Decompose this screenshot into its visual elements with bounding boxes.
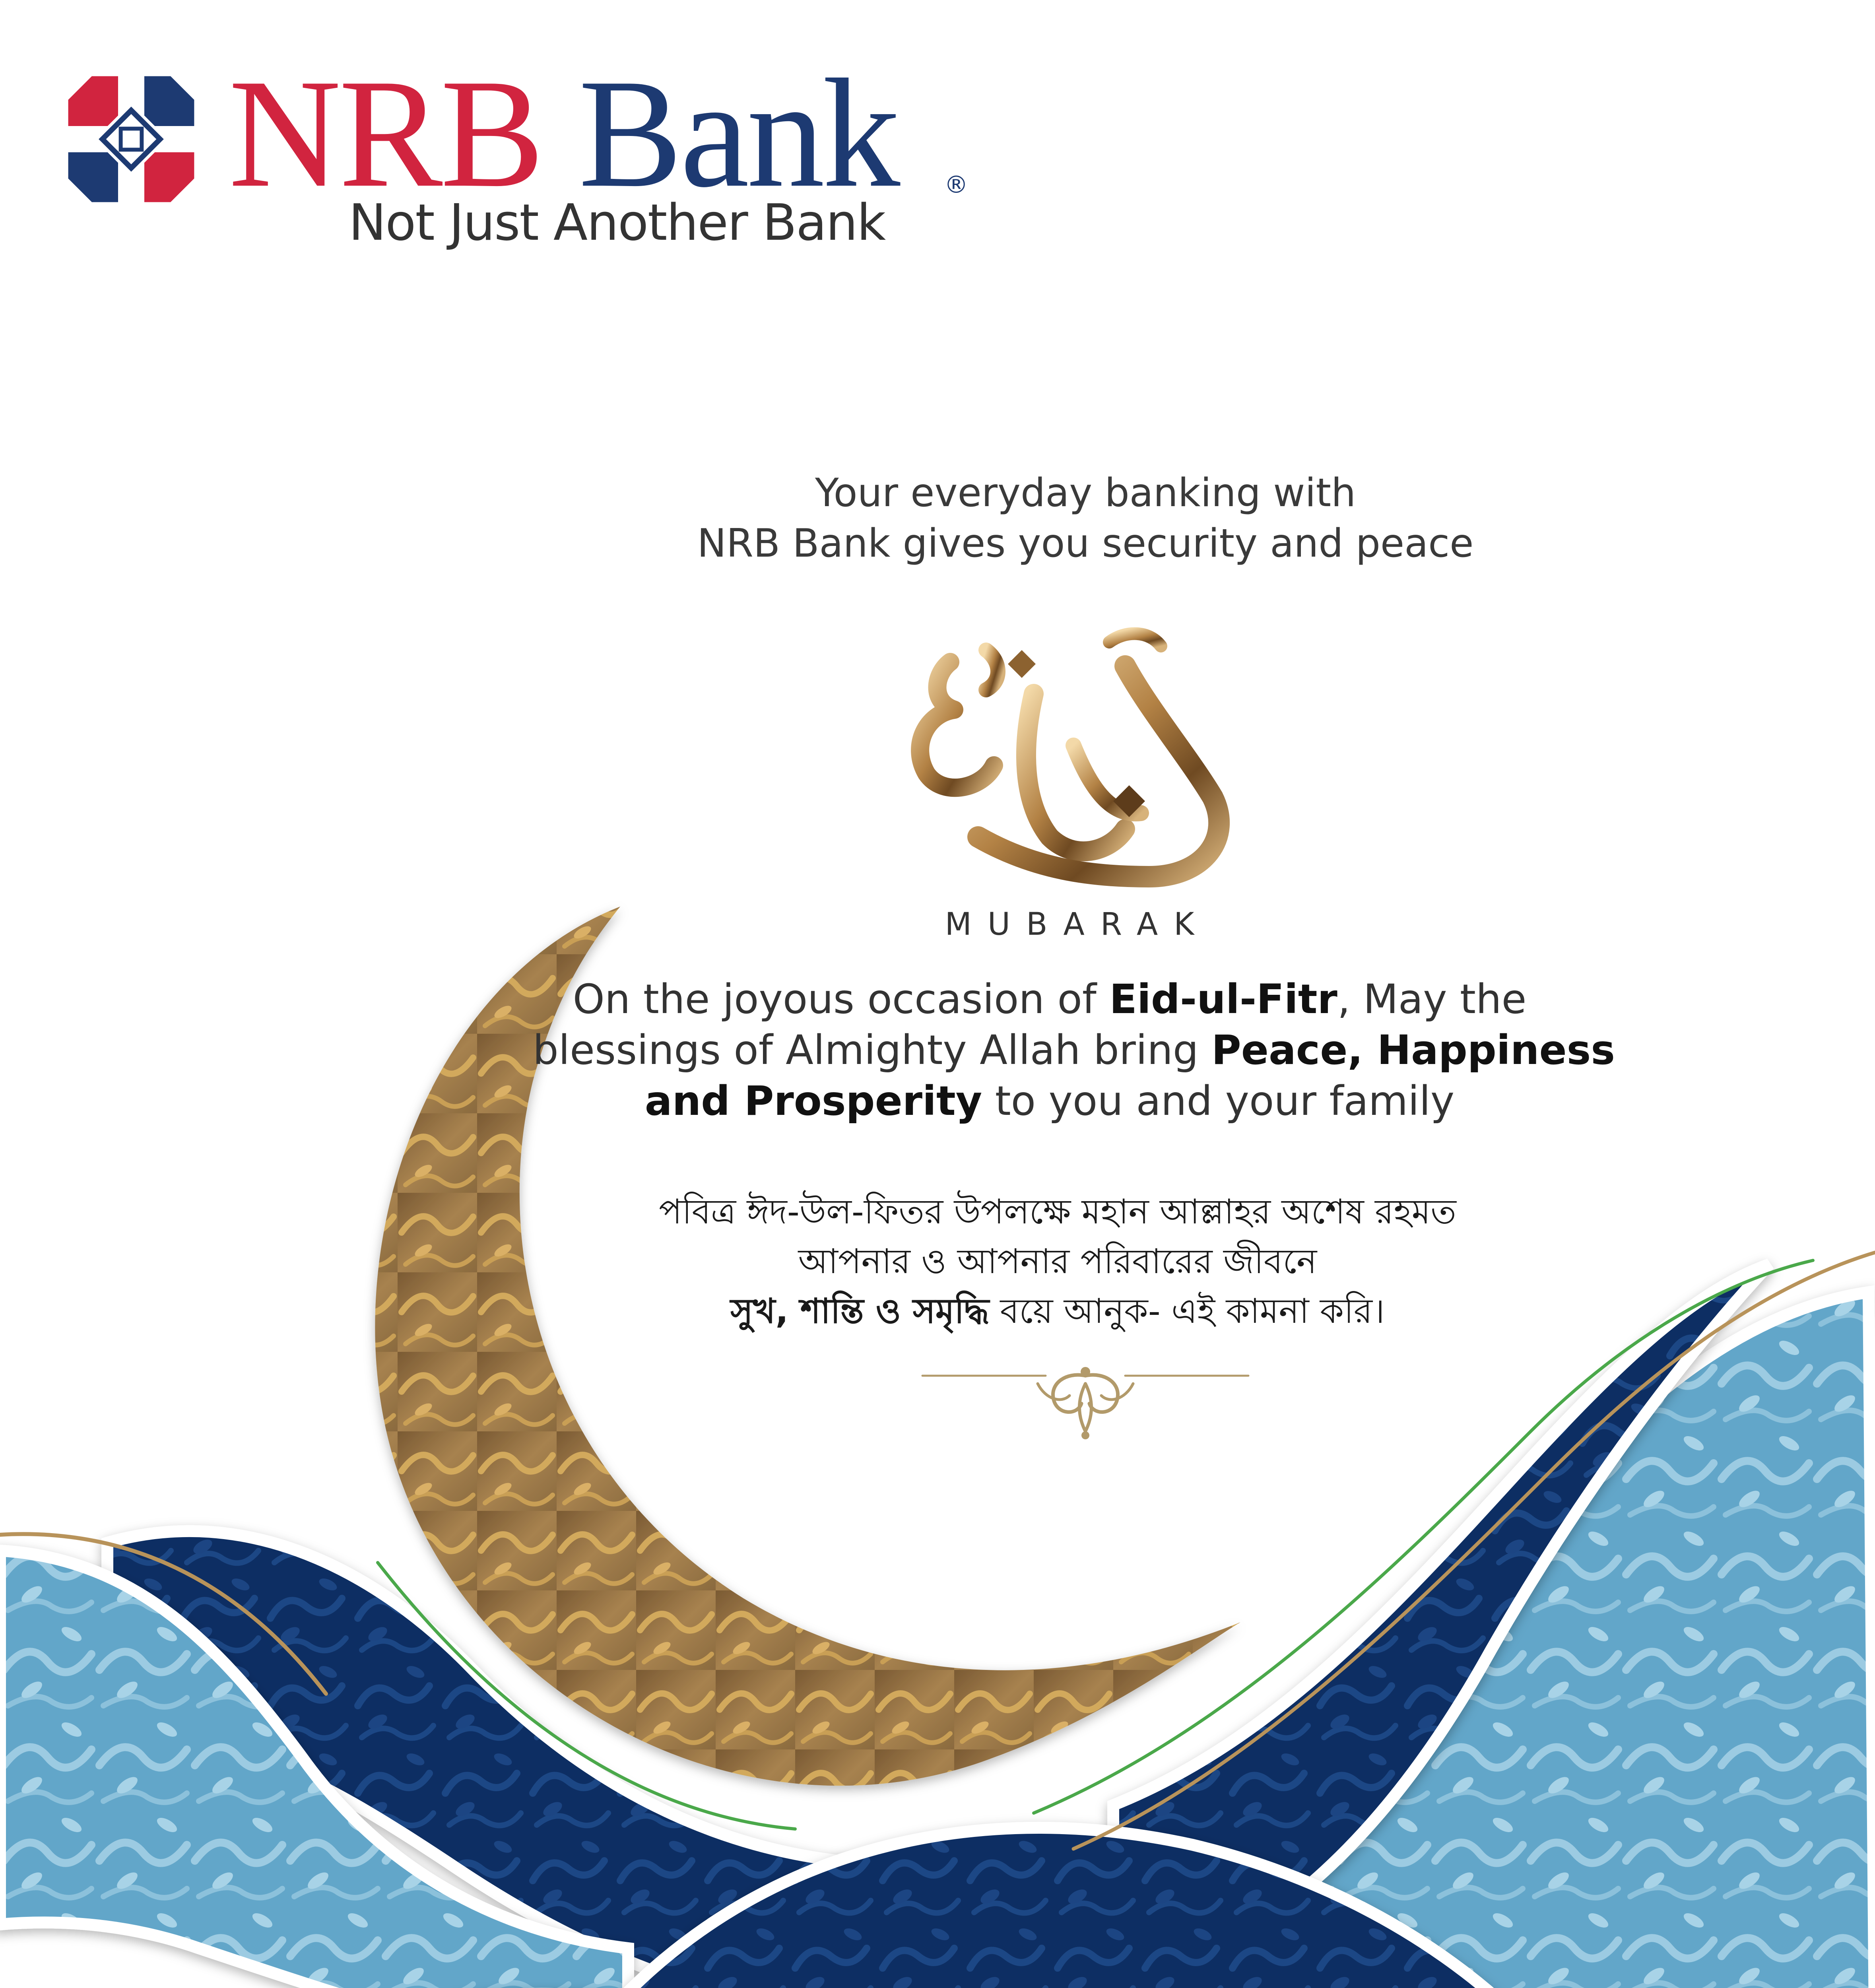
message-bn-line-1: পবিত্র ঈদ-উল-ফিতর উপলক্ষে মহান আল্লাহর অশেষ রহমত bbox=[659, 1192, 1456, 1232]
message-en-line-3 bbox=[533, 1076, 1566, 1127]
message-en-l1-b: Eid-ul-Fitr bbox=[1109, 976, 1337, 1023]
message-bn-line-3 bbox=[557, 1286, 1559, 1336]
nrb-logo-icon bbox=[66, 74, 197, 205]
message-bn-line-2: আপনার ও আপনার পরিবারের জীবনে bbox=[798, 1242, 1317, 1281]
logo-wordmark bbox=[229, 47, 898, 219]
message-en-l3-b: to you and your family bbox=[982, 1077, 1455, 1125]
logo-word-bank: Bank bbox=[578, 47, 898, 219]
ornament-divider-icon bbox=[918, 1356, 1252, 1447]
promo-line-1: Your everyday banking with bbox=[815, 470, 1356, 516]
message-en-l2-a: blessings of Almighty Allah bring bbox=[533, 1027, 1212, 1074]
message-en-l2-b: Peace, Happiness bbox=[1211, 1027, 1615, 1074]
logo-word-nrb: NRB bbox=[229, 47, 542, 219]
promo-line-2: NRB Bank gives you security and peace bbox=[697, 521, 1474, 566]
registered-mark: ® bbox=[944, 171, 968, 199]
message-bn-l3-b: বয়ে আনুক- এই কামনা করি। bbox=[989, 1291, 1385, 1331]
message-en-l3-a: and Prosperity bbox=[644, 1077, 982, 1125]
message-en-l1-a: On the joyous occasion of bbox=[573, 976, 1110, 1023]
message-en-line-1 bbox=[533, 974, 1566, 1025]
eid-mubarak-subtitle: MUBARAK bbox=[945, 907, 1210, 942]
nrb-logo[interactable] bbox=[66, 47, 980, 256]
message-en-line-2 bbox=[533, 1025, 1615, 1076]
message-en-l1-c: , May the bbox=[1337, 976, 1527, 1023]
brand-tagline: Not Just Another Bank bbox=[349, 193, 885, 252]
eid-calligraphy-icon bbox=[903, 614, 1252, 901]
message-bn-l3-a: সুখ, শান্তি ও সমৃদ্ধি bbox=[730, 1291, 990, 1331]
